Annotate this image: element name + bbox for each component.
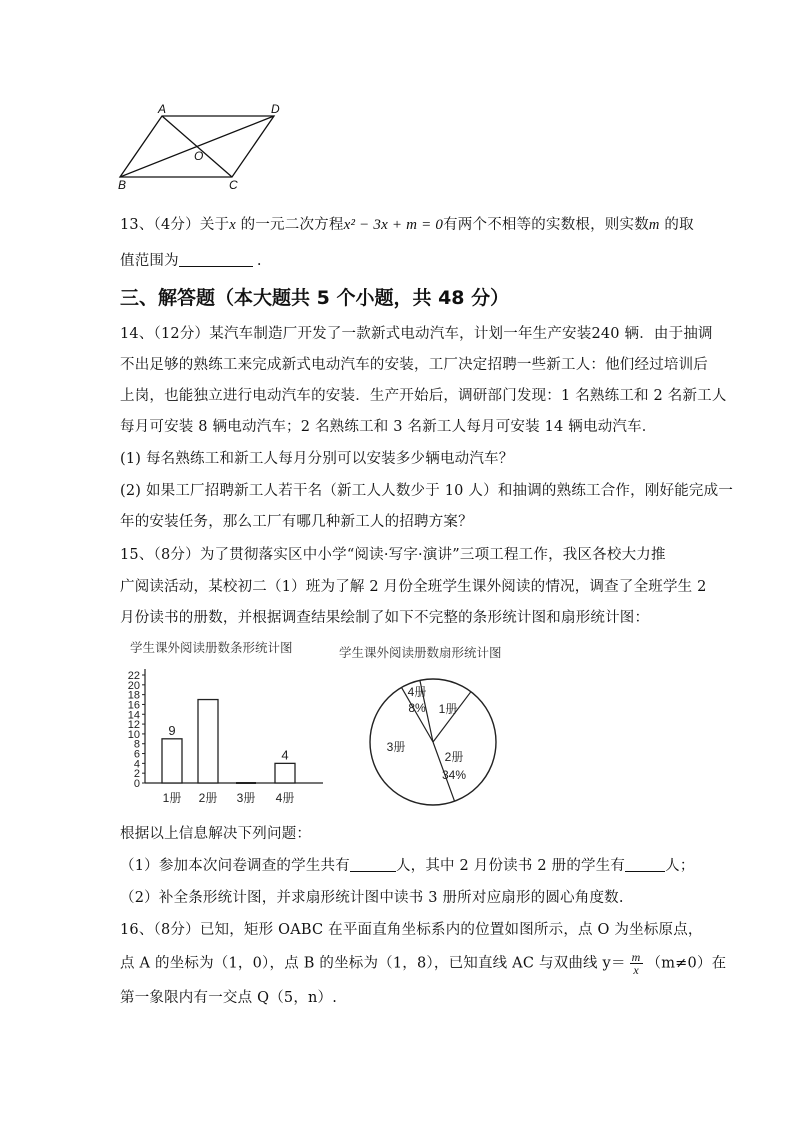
q16-line3: 第一象限内有一交点 Q（5，n）. [120, 990, 338, 1006]
x-tick-label: 4册 [275, 791, 295, 805]
y-tick-label: 20 [127, 679, 140, 692]
label-o: O [194, 149, 204, 163]
bar-4 [275, 763, 295, 783]
fraction-m-over-x: $\frac{m}{x}$ [631, 950, 641, 977]
x-tick-label: 2册 [198, 791, 218, 805]
x-tick-label: 1册 [162, 791, 182, 805]
q14-line: 不出足够的熟练工来完成新式电动汽车的安装，工厂决定招聘一些新工人：他们经过培训后 [120, 357, 708, 373]
bar-data-label: 9 [168, 722, 176, 738]
pie-pct-2: 34% [441, 768, 467, 782]
x-tick-label: 3册 [236, 791, 256, 805]
label-a: A [158, 102, 167, 116]
q14-sub1: (1) 每名熟练工和新工人每月分别可以安装多少辆电动汽车？ [120, 451, 514, 467]
bar-1 [162, 739, 182, 783]
bar-data-label: 4 [281, 747, 289, 763]
answer-blank [625, 857, 665, 872]
q14-sub2: (2) 如果工厂招聘新工人若干名（新工人人数少于 10 人）和抽调的熟练工合作，刚好能完成一 [120, 483, 734, 499]
y-tick-label: 6 [133, 748, 140, 761]
label-b: B [118, 178, 127, 192]
q15-line: 月份读书的册数，并根据调查结果绘制了如下不完整的条形统计图和扇形统计图： [120, 610, 650, 626]
pie-label-3: 3册 [386, 740, 406, 754]
y-tick-label: 14 [127, 709, 140, 722]
q14-line: 每月可安装 8 辆电动汽车；2 名熟练工和 3 名新工人每月可安装 14 辆电动汽车． [120, 419, 657, 435]
y-tick-label: 4 [133, 758, 140, 771]
q15-sub2: （2）补全条形统计图，并求扇形统计图中读书 3 册所对应扇形的圆心角度数. [120, 890, 624, 906]
q16-line2: 点 A 的坐标为（1，0），点 B 的坐标为（1，8），已知直线 AC 与双曲线 y＝ $\frac{m}{x}$ （m≠0）在 [120, 950, 727, 977]
y-tick-label: 16 [127, 699, 140, 712]
q14-line: 年的安装任务，那么工厂有哪几种新工人的招聘方案？ [120, 514, 473, 530]
q15-instruction: 根据以上信息解决下列问题： [120, 826, 312, 842]
y-tick-label: 0 [133, 778, 140, 790]
bar-chart-title: 学生课外阅读册数条形统计图 [130, 640, 293, 655]
answer-blank [179, 252, 253, 267]
bar-2 [198, 700, 218, 783]
q16-line1: 16、（8分）已知，矩形 OABC 在平面直角坐标系内的位置如图所示，点 O 为坐标原点， [120, 922, 703, 938]
pie-label-2: 2册 [444, 750, 464, 764]
y-tick-label: 10 [127, 728, 140, 741]
y-tick-label: 18 [127, 689, 140, 702]
label-d: D [271, 102, 280, 116]
parallelogram-figure [110, 100, 300, 195]
q14-line: 14、（12分）某汽车制造厂开发了一款新式电动汽车，计划一年生产安装240 辆．由于抽调 [120, 326, 713, 342]
pie-pct-4: 8% [408, 701, 426, 715]
pie-label-4: 4册 [407, 685, 427, 699]
q15-line: 15、（8分）为了贯彻落实区中小学“阅读·写字·演讲”三项工程工作，我区各校大力推 [120, 547, 666, 563]
section-heading: 三、解答题（本大题共 5 个小题，共 48 分） [120, 287, 510, 309]
pie-chart-title: 学生课外阅读册数扇形统计图 [339, 645, 502, 660]
diagonal-bd [120, 116, 274, 177]
q13-line2: 值范围为 . [120, 253, 262, 269]
q14-line: 上岗，也能独立进行电动汽车的安装．生产开始后，调研部门发现：1 名熟练工和 2 名新工人 [120, 388, 727, 404]
pie-chart [365, 670, 515, 815]
label-c: C [229, 178, 238, 192]
bar-chart [118, 655, 328, 815]
y-tick-label: 2 [133, 768, 140, 781]
y-tick-label: 22 [127, 670, 140, 682]
y-tick-label: 12 [127, 719, 140, 732]
q15-sub1: （1）参加本次问卷调查的学生共有 人，其中 2 月份读书 2 册的学生有 人； [120, 858, 695, 874]
pie-label-1: 1册 [438, 702, 458, 716]
answer-blank [350, 857, 396, 872]
y-tick-label: 8 [133, 738, 140, 751]
q13-line1: 13、（4分）关于x 的一元二次方程x² − 3x + m = 0有两个不相等的实数根，则实数m 的取 [120, 217, 694, 233]
q15-line: 广阅读活动，某校初二（1）班为了解 2 月份全班学生课外阅读的情况，调查了全班学生 2 [120, 579, 707, 595]
